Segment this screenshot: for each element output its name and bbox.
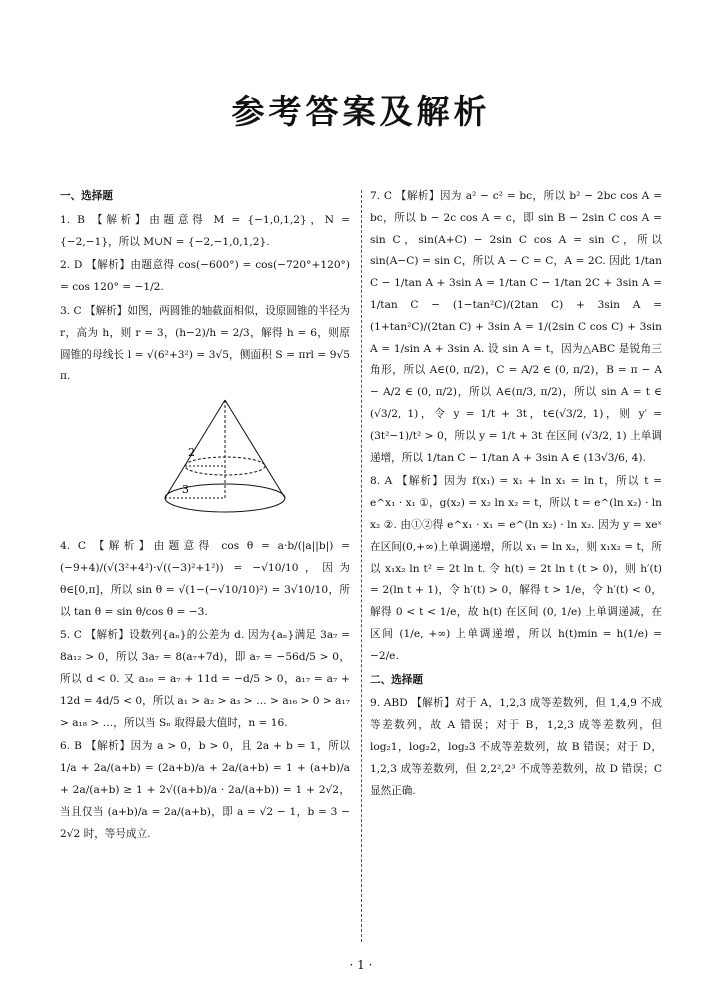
answer-q7: 7. C 【解析】因为 a² − c² = bc，所以 b² − 2bc cos A = bc，所以 b − 2c cos A = c，即 sin B − 2sin C cos A = sin C，sin(A+C) − 2sin C cos A = sin C，所以 sin(A−C) = sin C，所以 A − C = C，A = 2C. 因此 1/tan C − 1/tan A + 3sin A = 1/tan C − 1/tan 2C + 3sin A = 1/tan C − (1−tan²C)/(2tan C) + 3sin A = (1+tan²C)/(2tan C) + 3sin A = 1/(2sin C cos C) + 3sin A = 1/sin A + 3sin A. 设 sin A = t，因为△ABC 是锐角三角形，所以 A∈(0, π/2)，C = A/2 ∈ (0, π/2)，B = π − A − A/2 ∈ (0, π/2)，所以 A∈(π/3, π/2)，所以 sin A = t ∈ (√3/2, 1)，令 y = 1/t + 3t，t∈(√3/2, 1)，则 y′ = (3t²−1)/t² > 0，所以 y = 1/t + 3t 在区间 (√3/2, 1) 上单调递增，所以 1/tan C − 1/tan A + 3sin A ∈ (13√3/6, 4). (370, 190, 662, 464)
cone-label-3: 3 (182, 483, 189, 497)
left-column (60, 186, 350, 847)
page-number: · 1 · (349, 958, 373, 972)
cone-figure (160, 396, 290, 526)
section-heading-1: 一、选择题 (60, 190, 113, 202)
answer-q4: 4. C 【解析】由题意得 cos θ = a·b/(|a||b|) = (−9+4)/(√(3²+4²)·√((−3)²+1²)) = −√10/10，因为 θ∈[0,π]，所以 sin θ = √(1−(−√10/10)²) = 3√10/10，所以 tan θ = sin θ/cos θ = −3. (60, 540, 350, 618)
answer-q8: 8. A 【解析】因为 f(x₁) = x₁ + ln x₁ = ln t，所以 t = e^x₁ · x₁ ①，g(x₂) = x₂ ln x₂ = t，所以 t = e^(ln x₂) · ln x₂ ②. 由①②得 e^x₁ · x₁ = e^(ln x₂) · ln x₂. 因为 y = xeˣ 在区间(0,+∞)上单调递增，所以 x₁ = ln x₂，则 x₁x₂ = t，所以 x₁x₂ ln t² = 2t ln t. 令 h(t) = 2t ln t (t > 0)，则 h′(t) = 2(ln t + 1)，令 h′(t) > 0，解得 t > 1/e，令 h′(t) < 0，解得 0 < t < 1/e，故 h(t) 在区间 (0, 1/e) 上单调递减，在区间 (1/e, +∞) 上单调递增，所以 h(t)min = h(1/e) = −2/e. (370, 475, 662, 662)
right-column (370, 186, 662, 804)
answer-q9: 9. ABD 【解析】对于 A，1,2,3 成等差数列，但 1,4,9 不成等差数列，故 A 错误；对于 B，1,2,3 成等差数列，但 log₂1，log₂2，log₂3 不成等差数列，故 B 错误；对于 D，1,2,3 成等差数列，但 2,2²,2³ 不成等差数列，故 D 错误；C 显然正确. (370, 697, 662, 797)
cone-label-2: 2 (188, 446, 195, 460)
answer-q6: 6. B 【解析】因为 a > 0，b > 0，且 2a + b = 1，所以 1/a + 2a/(a+b) = (2a+b)/a + 2a/(a+b) = 1 + (a+b)/a + 2a/(a+b) ≥ 1 + 2√((a+b)/a · 2a/(a+b)) = 1 + 2√2，当且仅当 (a+b)/a = 2a/(a+b)，即 a = √2 − 1，b = 3 − 2√2 时，等号成立. (60, 740, 350, 840)
answer-q2: 2. D 【解析】由题意得 cos(−600°) = cos(−720°+120°) = cos 120° = −1/2. (60, 259, 350, 294)
section-heading-2: 二、选择题 (370, 673, 423, 686)
column-divider (361, 190, 362, 942)
answer-q3: 3. C 【解析】如图，两圆锥的轴截面相似，设原圆锥的半径为 r，高为 h，则 r = 3，(h−2)/h = 2/3，解得 h = 6，则原圆锥的母线长 l = √(6²+3²) = 3√5，侧面积 S = πrl = 9√5 π. (60, 304, 350, 383)
page-title: 参考答案及解析 (231, 92, 491, 131)
answer-q1: 1. B 【解析】由题意得 M = {−1,0,1,2}，N = {−2,−1}，所以 M∪N = {−2,−1,0,1,2}. (60, 213, 350, 248)
answer-q5: 5. C 【解析】设数列{aₙ}的公差为 d. 因为{aₙ}满足 3a₇ = 8a₁₂ > 0，所以 3a₇ = 8(a₇+7d)，即 a₇ = −56d/5 > 0，所以 d < 0. 又 a₁₆ = a₇ + 11d = −d/5 > 0，a₁₇ = a₇ + 12d = 4d/5 < 0，所以 a₁ > a₂ > a₃ > … > a₁₆ > 0 > a₁₇ > a₁₈ > …，所以当 Sₙ 取得最大值时，n = 16. (60, 629, 350, 729)
